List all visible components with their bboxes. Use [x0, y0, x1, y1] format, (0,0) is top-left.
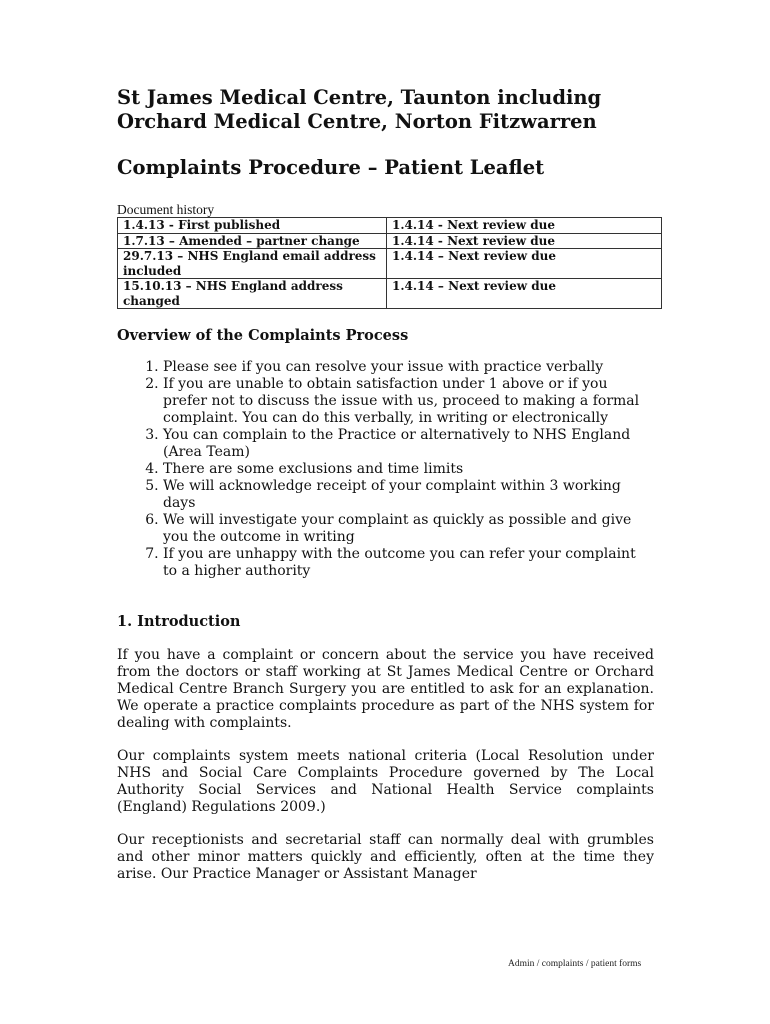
- list-item: 7. If you are unhappy with the outcome you can refer your complaint to a higher authority: [163, 546, 654, 580]
- history-review-cell: 1.4.14 – Next review due: [387, 249, 662, 279]
- overview-heading: Overview of the Complaints Process: [117, 327, 409, 344]
- table-row: [118, 279, 662, 309]
- list-item: 5. We will acknowledge receipt of your complaint within 3 working days: [163, 478, 654, 512]
- introduction-paragraph: Our receptionists and secretarial staff can normally deal with grumbles and other minor matters quickly and efficiently, often at the time they arise. Our Practice Manager or Assistant Manager: [117, 832, 654, 882]
- document-history-table: [117, 217, 662, 309]
- document-subtitle: Complaints Procedure – Patient Leaflet: [117, 156, 545, 179]
- history-event-cell: 29.7.13 – NHS England email address included: [118, 249, 387, 279]
- overview-list: [117, 359, 654, 580]
- list-item: 4. There are some exclusions and time limits: [163, 461, 654, 478]
- history-event-cell: 15.10.13 – NHS England address changed: [118, 279, 387, 309]
- table-row: [118, 233, 662, 249]
- list-item: 1. Please see if you can resolve your issue with practice verbally: [163, 359, 654, 376]
- list-item: 3. You can complain to the Practice or alternatively to NHS England (Area Team): [163, 427, 654, 461]
- introduction-paragraph: Our complaints system meets national criteria (Local Resolution under NHS and Social Care Complaints Procedure governed by The Local Authority Social Services and National Health Service complaints (England) Regulations 2009.): [117, 748, 654, 815]
- history-event-cell: 1.7.13 – Amended – partner change: [118, 233, 387, 249]
- page-footer: Admin / complaints / patient forms: [508, 959, 642, 969]
- introduction-heading: 1. Introduction: [117, 613, 241, 630]
- history-event-cell: 1.4.13 - First published: [118, 218, 387, 234]
- document-history-label: Document history: [117, 202, 215, 217]
- table-row: [118, 218, 662, 234]
- table-row: [118, 249, 662, 279]
- introduction-paragraph: If you have a complaint or concern about the service you have received from the doctors or staff working at St James Medical Centre or Orchard Medical Centre Branch Surgery you are entitled to ask for an explanation. We operate a practice complaints procedure as part of the NHS system for dealing with complaints.: [117, 647, 654, 731]
- document-page: [117, 86, 654, 883]
- history-review-cell: 1.4.14 – Next review due: [387, 279, 662, 309]
- history-review-cell: 1.4.14 - Next review due: [387, 233, 662, 249]
- history-review-cell: 1.4.14 - Next review due: [387, 218, 662, 234]
- list-item: 2. If you are unable to obtain satisfaction under 1 above or if you prefer not to discuss the issue with us, proceed to making a formal complaint. You can do this verbally, in writing or electronically: [163, 376, 654, 427]
- document-title: St James Medical Centre, Taunton including Orchard Medical Centre, Norton Fitzwarren: [117, 86, 602, 133]
- list-item: 6. We will investigate your complaint as quickly as possible and give you the outcome in writing: [163, 512, 654, 546]
